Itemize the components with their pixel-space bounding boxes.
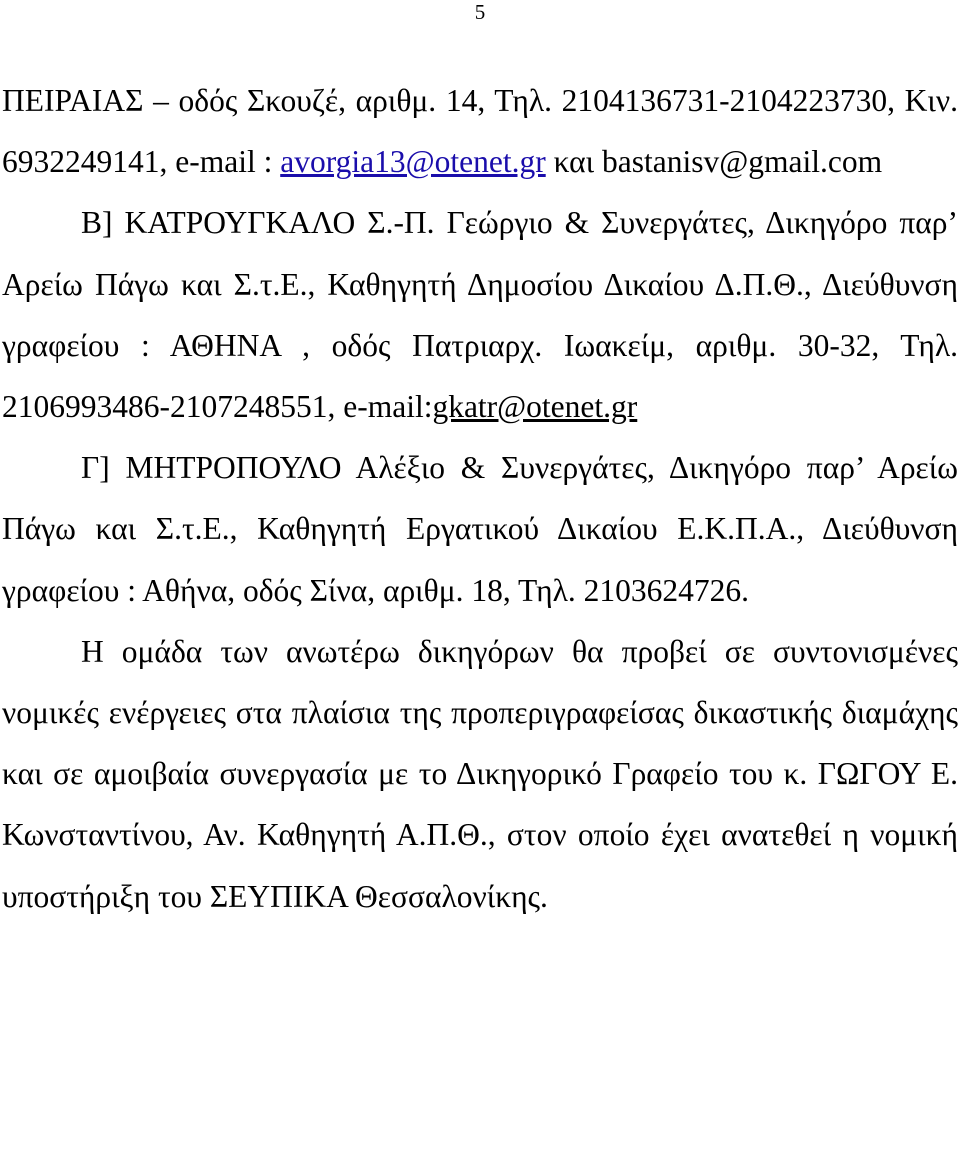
- team-statement-text: Η ομάδα των ανωτέρω δικηγόρων θα προβεί σε συντονισμένες νομικές ενέργειες στα πλαίσια της προπεριγραφείσας δικαστικής διαμάχης και σε αμοιβαία συνεργασία με το Δικηγορικό Γραφείο του κ. ΓΩΓΟΥ Ε. Κωνσταντίνου, Αν. Καθηγητή Α.Π.Θ., στον οποίο έχει ανατεθεί η νομική υποστήριξη του ΣΕΥΠΙΚΑ Θεσσαλονίκης.: [2, 633, 958, 914]
- document-body: [2, 70, 958, 927]
- katrougalo-text: Β] ΚΑΤΡΟΥΓΚΑΛΟ Σ.-Π. Γεώργιο & Συνεργάτες, Δικηγόρο παρ’ Αρείω Πάγω και Σ.τ.Ε., Καθηγητή Δημοσίου Δικαίου Δ.Π.Θ., Διεύθυνση γραφείου : ΑΘΗΝΑ , οδός Πατριαρχ. Ιωακείμ, αριθμ. 30-32, Τηλ. 2106993486-2107248551, e-mail:: [2, 205, 958, 425]
- email-gkatr: gkatr@otenet.gr: [432, 389, 638, 425]
- piraeus-address-text: ΠΕΙΡΑΙΑΣ – οδός Σκουζέ, αριθμ. 14, Τηλ. 2104136731-2104223730, Κιν. 6932249141, e-mail :: [2, 83, 958, 180]
- email-bastanisv: bastanisv@gmail.com: [602, 144, 883, 180]
- paragraph-team-statement: [2, 621, 958, 927]
- paragraph-piraeus-address: [2, 70, 958, 192]
- paragraph-katrougalo: [2, 192, 958, 437]
- email-link-avorgia[interactable]: avorgia13@otenet.gr: [280, 144, 546, 180]
- piraeus-and-text: και: [545, 144, 603, 180]
- mitropoulo-text: Γ] ΜΗΤΡΟΠΟΥΛΟ Αλέξιο & Συνεργάτες, Δικηγόρο παρ’ Αρείω Πάγω και Σ.τ.Ε., Καθηγητή Εργατικού Δικαίου Ε.Κ.Π.Α., Διεύθυνση γραφείου : Αθήνα, οδός Σίνα, αριθμ. 18, Τηλ. 2103624726.: [2, 450, 958, 608]
- page-number: 5: [474, 0, 486, 24]
- paragraph-mitropoulo: [2, 437, 958, 621]
